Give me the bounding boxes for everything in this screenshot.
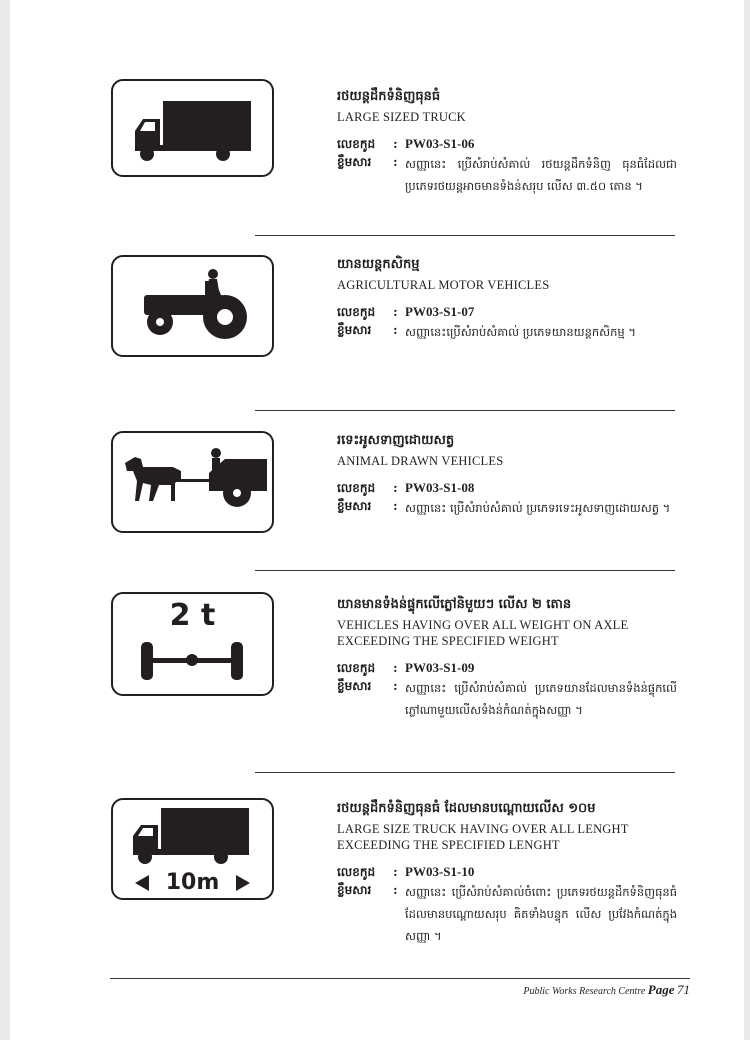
sign-panel xyxy=(111,592,274,696)
sign-code: PW03-S1-08 xyxy=(405,480,475,495)
sign-panel xyxy=(111,431,274,533)
sign-description: សញ្ញានេះ ប្រើសំរាប់សំគាល់ រថយន្តដឹកទំនិញ ធុនធំដែលជា ប្រភេទរថយន្តអាចមានទំងន់សរុប លើស ៣.៥០ តោន ។ xyxy=(405,157,677,193)
weight-limit-label: 2 t xyxy=(169,598,216,633)
divider xyxy=(255,570,675,571)
page-number: 71 xyxy=(677,982,690,997)
sign-khmer-title: រថយន្តដឹកទំនិញធុនធំ ដែលមានបណ្ដោយលើស ១០ម xyxy=(337,801,596,816)
code-label: លេខកូដ xyxy=(337,661,376,675)
sign-panel xyxy=(111,255,274,357)
page-footer xyxy=(490,982,690,998)
tractor-icon xyxy=(113,257,272,355)
code-label: លេខកូដ xyxy=(337,481,376,495)
sign-description: សញ្ញានេះ ប្រើសំរាប់សំគាល់ចំពោះ ប្រភេទរថយន្តដឹកទំនិញធុនធំ ដែលមានបណ្ដោយសរុប គិតទាំងបន្ទុក លើស ប្រវែងកំណត់ក្នុងសញ្ញា ។ xyxy=(405,885,677,943)
sign-code: PW03-S1-07 xyxy=(405,304,475,319)
sign-khmer-title: យានមានទំងន់ផ្ទុកលើភ្លៅនិមួយៗ លើស ២ តោន xyxy=(337,597,572,612)
colon: : xyxy=(393,660,398,675)
divider xyxy=(255,410,675,411)
footer-page-label: Page xyxy=(647,982,675,997)
colon: : xyxy=(393,154,398,169)
sign-code: PW03-S1-09 xyxy=(405,660,475,675)
sign-english-title: VEHICLES HAVING OVER ALL WEIGHT ON AXLE EXCEEDING THE SPECIFIED WEIGHT xyxy=(337,618,629,648)
colon: : xyxy=(393,498,398,513)
sign-code: PW03-S1-06 xyxy=(405,136,475,151)
meaning-label: ខ្លឹមសារ xyxy=(337,155,372,169)
sign-description: សញ្ញានេះ ប្រើសំរាប់សំគាល់ ប្រភេទយានដែលមានទំងន់ផ្ទុកលើភ្លៅណាមួយលើសទំងន់កំណត់ក្នុងសញ្ញា ។ xyxy=(405,681,677,717)
colon: : xyxy=(393,322,398,337)
sign-code: PW03-S1-10 xyxy=(405,864,475,879)
document-page xyxy=(10,0,744,1040)
footer-org: Public Works Research Centre xyxy=(523,986,646,997)
length-limit-label: 10m xyxy=(165,870,220,895)
colon: : xyxy=(393,480,398,495)
code-label: លេខកូដ xyxy=(337,137,376,151)
sign-khmer-title: យានយន្តកសិកម្ម xyxy=(337,257,420,272)
sign-english-title: AGRICULTURAL MOTOR VEHICLES xyxy=(337,278,550,292)
meaning-label: ខ្លឹមសារ xyxy=(337,499,372,513)
divider xyxy=(255,235,675,236)
sign-english-title: ANIMAL DRAWN VEHICLES xyxy=(337,454,504,468)
meaning-label: ខ្លឹមសារ xyxy=(337,323,372,337)
colon: : xyxy=(393,678,398,693)
sign-description: សញ្ញានេះប្រើសំរាប់សំគាល់ ប្រភេទយានយន្តកសិកម្ម ។ xyxy=(405,325,636,339)
sign-description: សញ្ញានេះ ប្រើសំរាប់សំគាល់ ប្រភេទរទេះអូសទាញដោយសត្វ ។ xyxy=(405,501,671,515)
meaning-label: ខ្លឹមសារ xyxy=(337,679,372,693)
colon: : xyxy=(393,864,398,879)
meaning-label: ខ្លឹមសារ xyxy=(337,883,372,897)
footer-rule xyxy=(110,978,690,979)
sign-english-title: LARGE SIZE TRUCK HAVING OVER ALL LENGHT EXCEEDING THE SPECIFIED LENGHT xyxy=(337,822,629,852)
horse-cart-icon xyxy=(113,433,272,531)
sign-panel xyxy=(111,798,274,900)
colon: : xyxy=(393,882,398,897)
sign-english-title: LARGE SIZED TRUCK xyxy=(337,110,466,124)
sign-khmer-title: រទេះអូសទាញដោយសត្វ xyxy=(337,433,455,448)
colon: : xyxy=(393,136,398,151)
code-label: លេខកូដ xyxy=(337,305,376,319)
divider xyxy=(255,772,675,773)
sign-khmer-title: រថយន្តដឹកទំនិញធុនធំ xyxy=(337,89,441,104)
colon: : xyxy=(393,304,398,319)
code-label: លេខកូដ xyxy=(337,865,376,879)
sign-panel xyxy=(111,79,274,177)
large-truck-icon xyxy=(113,81,272,175)
